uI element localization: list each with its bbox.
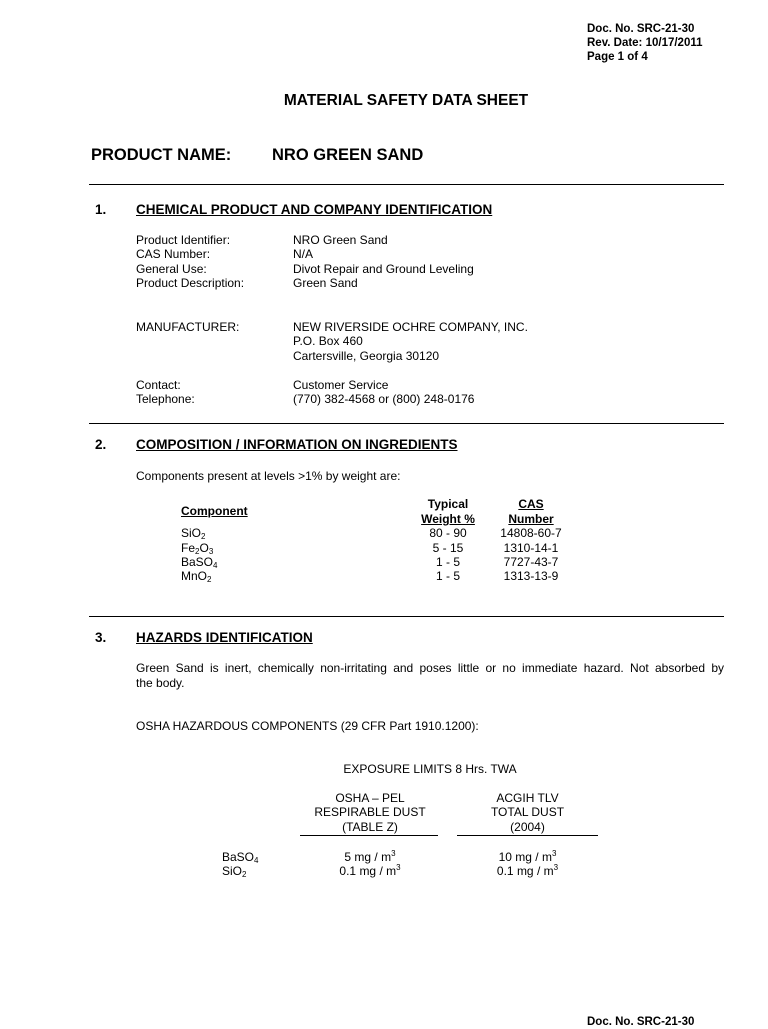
product-name-label: PRODUCT NAME:	[91, 146, 232, 164]
revision-date: Rev. Date: 10/17/2011	[587, 37, 703, 49]
osha-hazardous-components: OSHA HAZARDOUS COMPONENTS (29 CFR Part 1910.1200):	[136, 719, 479, 733]
acgih-tlv-header-line1: ACGIH TLV	[496, 791, 559, 805]
component-name: SiO$_2$	[181, 526, 206, 541]
acgih-tlv-header-rule	[457, 835, 598, 836]
product-description-label: Product Description:	[136, 276, 245, 290]
component-cas: 1310-14-1	[503, 541, 559, 555]
section-3-title: HAZARDS IDENTIFICATION	[136, 630, 313, 645]
manufacturer-address-line1: P.O. Box 460	[293, 334, 363, 348]
section-2-title: COMPOSITION / INFORMATION ON INGREDIENTS	[136, 437, 458, 452]
component-cas: 14808-60-7	[500, 526, 562, 540]
exposure-component-name: SiO$_2$	[222, 864, 247, 879]
osha-pel-header-line1: OSHA – PEL	[335, 791, 405, 805]
contact-label: Contact:	[136, 378, 181, 392]
document-header	[587, 22, 703, 64]
composition-intro: Components present at levels >1% by weight are:	[136, 469, 401, 483]
component-column-header: Component	[181, 504, 248, 518]
telephone-label: Telephone:	[136, 392, 195, 406]
manufacturer-name: NEW RIVERSIDE OCHRE COMPANY, INC.	[293, 320, 528, 334]
hazards-paragraph-line1: Green Sand is inert, chemically non-irritating and poses little or no immediate hazard. Not absorbed by	[136, 661, 724, 675]
product-description-value: Green Sand	[293, 276, 358, 290]
product-identifier-label: Product Identifier:	[136, 233, 231, 247]
section-2-number: 2.	[95, 437, 107, 452]
osha-pel-header-line3: (TABLE Z)	[342, 820, 398, 834]
acgih-tlv-value: 10 mg / $m^3$	[498, 849, 557, 864]
page-number: Page 1 of 4	[587, 51, 648, 63]
component-weight: 5 - 15	[432, 541, 464, 555]
component-name: MnO$_2$	[181, 569, 212, 584]
section-divider	[89, 616, 724, 617]
section-1-number: 1.	[95, 202, 107, 217]
component-cas: 1313-13-9	[503, 569, 559, 583]
product-identifier-value: NRO Green Sand	[293, 233, 388, 247]
component-cas: 7727-43-7	[503, 555, 559, 569]
general-use-value: Divot Repair and Ground Leveling	[293, 262, 474, 276]
section-1-title: CHEMICAL PRODUCT AND COMPANY IDENTIFICATION	[136, 202, 493, 217]
section-divider	[89, 423, 724, 424]
component-name: BaSO$_4$	[181, 555, 218, 570]
acgih-tlv-header-line2: TOTAL DUST	[490, 805, 565, 819]
cas-number-value: N/A	[293, 247, 314, 261]
section-divider	[89, 184, 724, 185]
telephone-value: (770) 382-4568 or (800) 248-0176	[293, 392, 475, 406]
manufacturer-address-line2: Cartersville, Georgia 30120	[293, 349, 440, 363]
cas-column-header-line1: CAS	[518, 497, 544, 511]
cas-number-label: CAS Number:	[136, 247, 211, 261]
document-title: MATERIAL SAFETY DATA SHEET	[283, 92, 529, 109]
osha-pel-value: 0.1 mg / $m^3$	[339, 863, 401, 878]
contact-value: Customer Service	[293, 378, 389, 392]
manufacturer-label: MANUFACTURER:	[136, 320, 240, 334]
section-3-number: 3.	[95, 630, 107, 645]
cas-column-header-line2: Number	[508, 512, 554, 526]
component-weight: 80 - 90	[429, 526, 467, 540]
osha-pel-value: 5 mg / $m^3$	[344, 849, 396, 864]
component-weight: 1 - 5	[435, 555, 460, 569]
component-name: $Fe_2O_3$	[181, 541, 214, 556]
footer-doc-number: Doc. No. SRC-21-30	[587, 1016, 695, 1028]
exposure-limits-title: EXPOSURE LIMITS 8 Hrs. TWA	[343, 762, 517, 776]
component-weight: 1 - 5	[435, 569, 460, 583]
acgih-tlv-header-line3: (2004)	[510, 820, 545, 834]
product-name-value: NRO GREEN SAND	[272, 146, 424, 164]
acgih-tlv-value: 0.1 mg / $m^3$	[496, 863, 559, 878]
hazards-paragraph-line2: the body.	[136, 676, 185, 690]
osha-pel-header-line2: RESPIRABLE DUST	[314, 805, 426, 819]
doc-number: Doc. No. SRC-21-30	[587, 23, 695, 35]
osha-pel-header-rule	[300, 835, 438, 836]
weight-column-header-line2: Weight %	[421, 512, 475, 526]
general-use-label: General Use:	[136, 262, 207, 276]
weight-column-header-line1: Typical	[427, 497, 469, 511]
exposure-component-name: BaSO$_4$	[222, 850, 259, 865]
